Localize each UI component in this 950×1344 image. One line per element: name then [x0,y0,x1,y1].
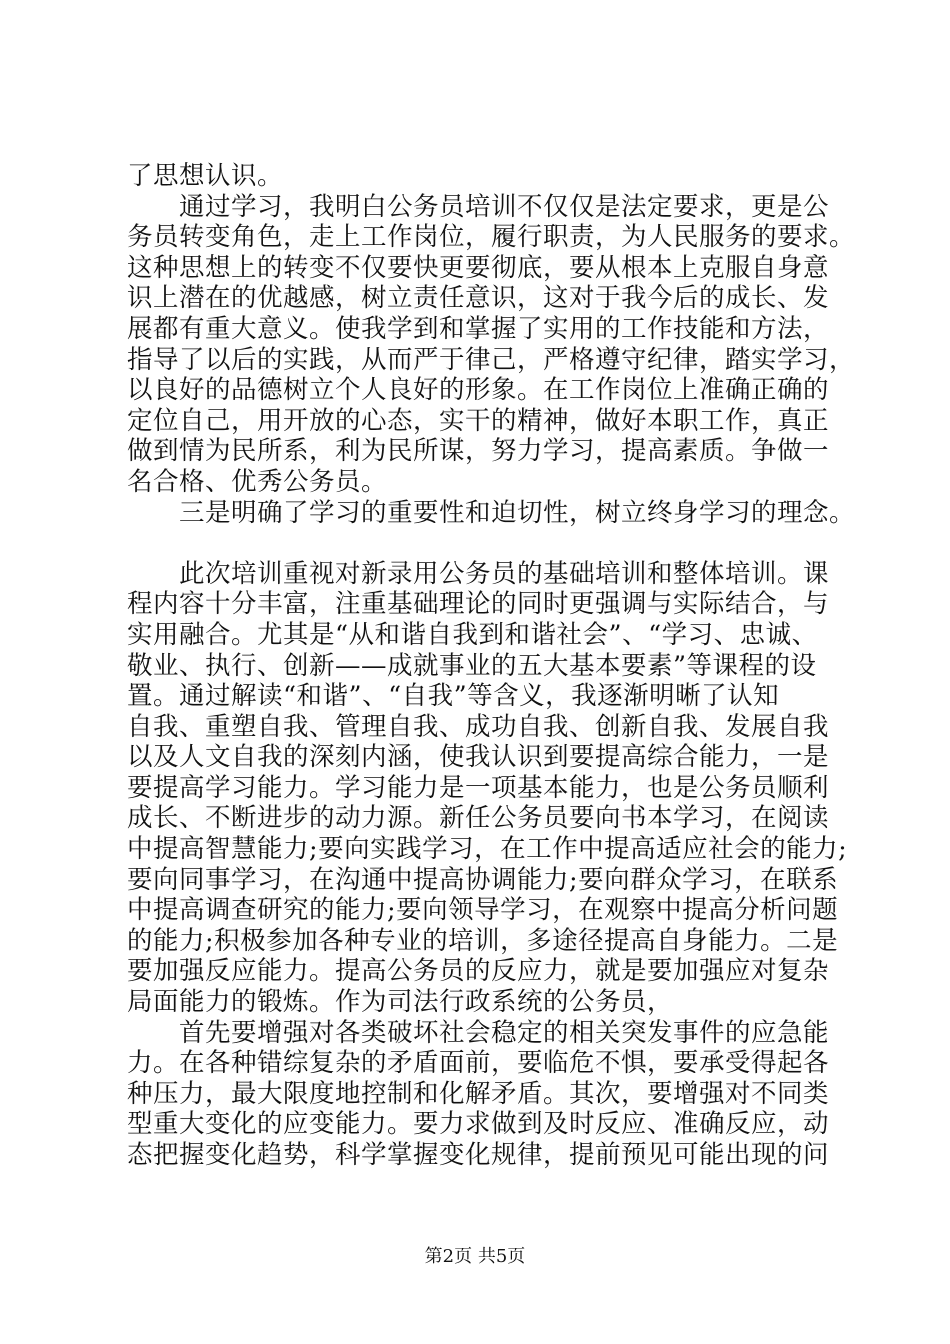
text-line: 实用融合。尤其是“从和谐自我到和谐社会”、“学习、忠诚、 [127,619,818,650]
text-line: 指导了以后的实践，从而严于律己，严格遵守纪律，踏实学习， [127,344,856,375]
text-line: 态把握变化趋势，科学掌握变化规律，提前预见可能出现的问 [127,1140,830,1170]
text-line: 首先要增强对各类破坏社会稳定的相关突发事件的应急能 [127,1017,830,1048]
text-line: 做到情为民所系，利为民所谋，努力学习，提高素质。争做一 [127,436,830,467]
text-line: 识上潜在的优越感，树立责任意识，这对于我今后的成长、发 [127,283,830,314]
blank-line [127,528,851,559]
text-line: 通过学习，我明白公务员培训不仅仅是法定要求，更是公 [127,191,830,222]
text-line: 种压力，最大限度地控制和化解矛盾。其次，要增强对不同类 [127,1078,830,1109]
text-line: 程内容十分丰富，注重基础理论的同时更强调与实际结合，与 [127,589,830,620]
text-line: 中提高调查研究的能力;要向领导学习，在观察中提高分析问题 [127,895,839,926]
text-line: 敬业、执行、创新——成就事业的五大基本要素”等课程的设 [127,650,817,681]
text-line: 成长、不断进步的动力源。新任公务员要向书本学习，在阅读 [127,803,830,834]
text-line: 名合格、优秀公务员。 [127,466,388,497]
text-line: 的能力;积极参加各种专业的培训，多途径提高自身能力。二是 [127,925,839,956]
text-line: 三是明确了学习的重要性和迫切性，树立终身学习的理念。 [127,497,856,528]
text-line: 定位自己，用开放的心态，实干的精神，做好本职工作，真正 [127,405,830,436]
text-line: 务员转变角色，走上工作岗位，履行职责，为人民服务的要求。 [127,222,856,253]
text-line: 置。通过解读“和谐”、“自我”等含义，我逐渐明晰了认知 [127,681,780,712]
document-body [127,161,856,1171]
page-footer: 第2页 共5页 [424,1246,526,1267]
text-line: 了思想认识。 [127,161,284,191]
text-line: 以良好的品德树立个人良好的形象。在工作岗位上准确正确的 [127,375,830,406]
text-line: 型重大变化的应变能力。要力求做到及时反应、准确反应，动 [127,1109,830,1140]
text-line: 展都有重大意义。使我学到和掌握了实用的工作技能和方法， [127,313,830,344]
text-line: 此次培训重视对新录用公务员的基础培训和整体培训。课 [127,558,830,589]
text-line: 这种思想上的转变不仅要快更要彻底，要从根本上克服自身意 [127,252,830,283]
text-line: 中提高智慧能力;要向实践学习，在工作中提高适应社会的能力; [127,834,848,865]
text-line: 要向同事学习，在沟通中提高协调能力;要向群众学习，在联系 [127,864,839,895]
text-line: 力。在各种错综复杂的矛盾面前，要临危不惧，要承受得起各 [127,1048,830,1079]
text-line: 自我、重塑自我、管理自我、成功自我、创新自我、发展自我 [127,711,830,742]
text-line: 局面能力的锻炼。作为司法行政系统的公务员， [127,987,674,1018]
text-line: 以及人文自我的深刻内涵，使我认识到要提高综合能力，一是 [127,742,830,773]
text-line: 要加强反应能力。提高公务员的反应力，就是要加强应对复杂 [127,956,830,987]
text-line: 要提高学习能力。学习能力是一项基本能力，也是公务员顺利 [127,772,830,803]
